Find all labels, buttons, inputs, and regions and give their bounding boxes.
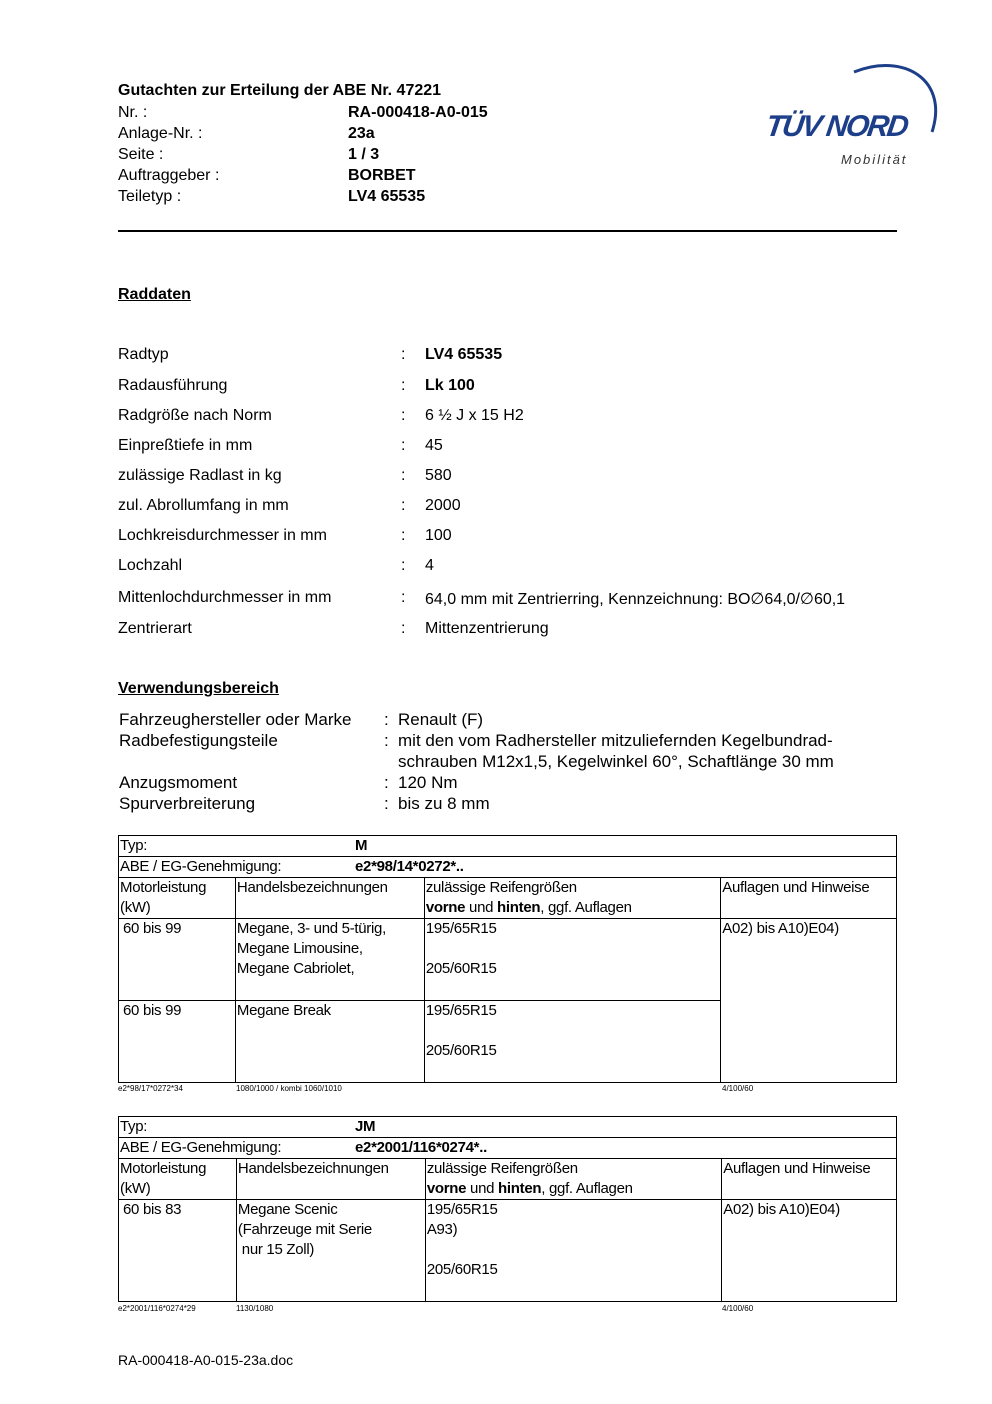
header-label: Auftraggeber : <box>118 167 220 184</box>
names-cell: Megane Scenic (Fahrzeuge mit Serie nur 15 Zoll) <box>236 1200 425 1302</box>
colon: : <box>401 557 406 574</box>
vehicle-table-m <box>118 835 897 1083</box>
document-filename: RA-000418-A0-015-23a.doc <box>118 1352 294 1368</box>
verwendung-heading: Verwendungsbereich <box>118 680 279 697</box>
kw-cell: 60 bis 99 <box>119 1001 236 1083</box>
header-value: 23a <box>348 125 375 142</box>
colon: : <box>401 407 406 424</box>
col-header-tyres: zulässige Reifengrößen vorne und hinten, ggf. Auflagen <box>424 878 720 919</box>
raddaten-label: Radgröße nach Norm <box>118 407 272 424</box>
footnote: 4/100/60 <box>722 1084 754 1093</box>
header-value: 1 / 3 <box>348 146 380 163</box>
header-label: Anlage-Nr. : <box>118 125 203 142</box>
footnote: 4/100/60 <box>722 1304 754 1313</box>
col-header-names: Handelsbezeichnungen <box>235 878 424 919</box>
colon: : <box>384 773 389 792</box>
raddaten-value: 4 <box>425 557 434 574</box>
colon: : <box>384 794 389 813</box>
raddaten-value: LV4 65535 <box>425 346 503 363</box>
raddaten-label: zul. Abrollumfang in mm <box>118 497 289 514</box>
tyres-cell: 195/65R15 205/60R15 <box>424 1001 720 1083</box>
abe-label: ABE / EG-Genehmigung: <box>120 1139 282 1156</box>
raddaten-label: Mittenlochdurchmesser in mm <box>118 589 332 606</box>
raddaten-label: Radtyp <box>118 346 169 363</box>
kw-cell: 60 bis 99 <box>119 919 236 1001</box>
raddaten-value: 64,0 mm mit Zentrierring, Kennzeichnung: BO∅64,0/∅60,1 <box>425 591 846 608</box>
raddaten-row <box>118 467 918 489</box>
tyres-cell: 195/65R15 205/60R15 <box>424 919 720 1001</box>
abe-value: e2*98/14*0272*.. <box>355 858 464 875</box>
col-header-tyres: zulässige Reifengrößen vorne und hinten, ggf. Auflagen <box>425 1159 721 1200</box>
col-header-notes: Auflagen und Hinweise <box>722 1159 897 1200</box>
tuv-nord-logo <box>764 60 944 170</box>
tyres-cell: 195/65R15 A93) 205/60R15 <box>425 1200 721 1302</box>
typ-label: Typ: <box>120 837 148 854</box>
verwendung-value: mit den vom Radhersteller mitzuliefernden Kegelbundrad- <box>398 731 833 750</box>
abe-row <box>119 857 897 878</box>
colon: : <box>401 346 406 363</box>
raddaten-label: Lochkreisdurchmesser in mm <box>118 527 327 544</box>
raddaten-row <box>118 346 918 368</box>
raddaten-label: Radausführung <box>118 377 228 394</box>
logo-brand: TÜV NORD <box>763 110 910 143</box>
header-label: Teiletyp : <box>118 188 182 205</box>
vehicle-table-jm <box>118 1116 897 1302</box>
col-header-names: Handelsbezeichnungen <box>236 1159 425 1200</box>
raddaten-row <box>118 377 918 399</box>
typ-row <box>119 1117 897 1138</box>
raddaten-row <box>118 589 918 611</box>
logo-subtitle: Mobilität <box>841 152 908 167</box>
kw-cell: 60 bis 83 <box>119 1200 237 1302</box>
colon: : <box>401 527 406 544</box>
col-header-notes: Auflagen und Hinweise <box>721 878 897 919</box>
colon: : <box>401 620 406 637</box>
colon: : <box>401 377 406 394</box>
verwendung-value: 120 Nm <box>398 773 458 792</box>
footnote: e2*98/17*0272*34 <box>118 1084 183 1093</box>
raddaten-label: Zentrierart <box>118 620 192 637</box>
colon: : <box>401 589 406 606</box>
notes-cell: A02) bis A10)E04) <box>721 919 897 1083</box>
abe-row <box>119 1138 897 1159</box>
verwendung-value: Renault (F) <box>398 710 484 729</box>
verwendung-label: Spurverbreiterung <box>119 794 256 813</box>
col-header-kw: Motorleistung (kW) <box>119 1159 237 1200</box>
col-header-kw: Motorleistung (kW) <box>119 878 236 919</box>
raddaten-row <box>118 437 918 459</box>
raddaten-value: 45 <box>425 437 443 454</box>
abe-label: ABE / EG-Genehmigung: <box>120 858 282 875</box>
colon: : <box>401 467 406 484</box>
raddaten-value: Lk 100 <box>425 377 475 394</box>
verwendung-value: bis zu 8 mm <box>398 794 490 813</box>
raddaten-row <box>118 620 918 642</box>
raddaten-value: 580 <box>425 467 452 484</box>
header-divider <box>118 230 897 232</box>
raddaten-row <box>118 527 918 549</box>
raddaten-label: zulässige Radlast in kg <box>118 467 282 484</box>
raddaten-value: Mittenzentrierung <box>425 620 549 637</box>
names-cell: Megane Break <box>235 1001 424 1083</box>
colon: : <box>401 437 406 454</box>
colon: : <box>384 731 389 750</box>
header-value: BORBET <box>348 167 416 184</box>
names-cell: Megane, 3- und 5-türig, Megane Limousine, Megane Cabriolet, <box>235 919 424 1001</box>
table-row <box>119 919 897 1001</box>
notes-cell: A02) bis A10)E04) <box>722 1200 897 1302</box>
typ-value: M <box>355 837 368 854</box>
footnote: 1130/1080 <box>236 1304 274 1313</box>
verwendung-label: Fahrzeughersteller oder Marke <box>119 710 352 729</box>
footnote: 1080/1000 / kombi 1060/1010 <box>236 1084 342 1093</box>
raddaten-row <box>118 407 918 429</box>
raddaten-value: 2000 <box>425 497 461 514</box>
raddaten-value: 6 ½ J x 15 H2 <box>425 407 524 424</box>
raddaten-row <box>118 497 918 519</box>
header-label: Seite : <box>118 146 164 163</box>
typ-label: Typ: <box>120 1118 148 1135</box>
abe-value: e2*2001/116*0274*.. <box>355 1139 487 1156</box>
colon: : <box>401 497 406 514</box>
raddaten-label: Lochzahl <box>118 557 183 574</box>
raddaten-row <box>118 557 918 579</box>
verwendung-label: Anzugsmoment <box>119 773 238 792</box>
colon: : <box>384 710 389 729</box>
typ-row <box>119 836 897 857</box>
header-value: RA-000418-A0-015 <box>348 104 488 121</box>
header-value: LV4 65535 <box>348 188 426 205</box>
raddaten-value: 100 <box>425 527 452 544</box>
header-label: Nr. : <box>118 104 148 121</box>
verwendung-label: Radbefestigungsteile <box>119 731 278 750</box>
verwendung-value: schrauben M12x1,5, Kegelwinkel 60°, Schaftlänge 30 mm <box>398 752 834 771</box>
document-title: Gutachten zur Erteilung der ABE Nr. 47221 <box>118 82 442 99</box>
footnote: e2*2001/116*0274*29 <box>118 1304 196 1313</box>
raddaten-heading: Raddaten <box>118 286 191 303</box>
table-row <box>119 1200 897 1302</box>
typ-value: JM <box>355 1118 376 1135</box>
raddaten-label: Einpreßtiefe in mm <box>118 437 253 454</box>
